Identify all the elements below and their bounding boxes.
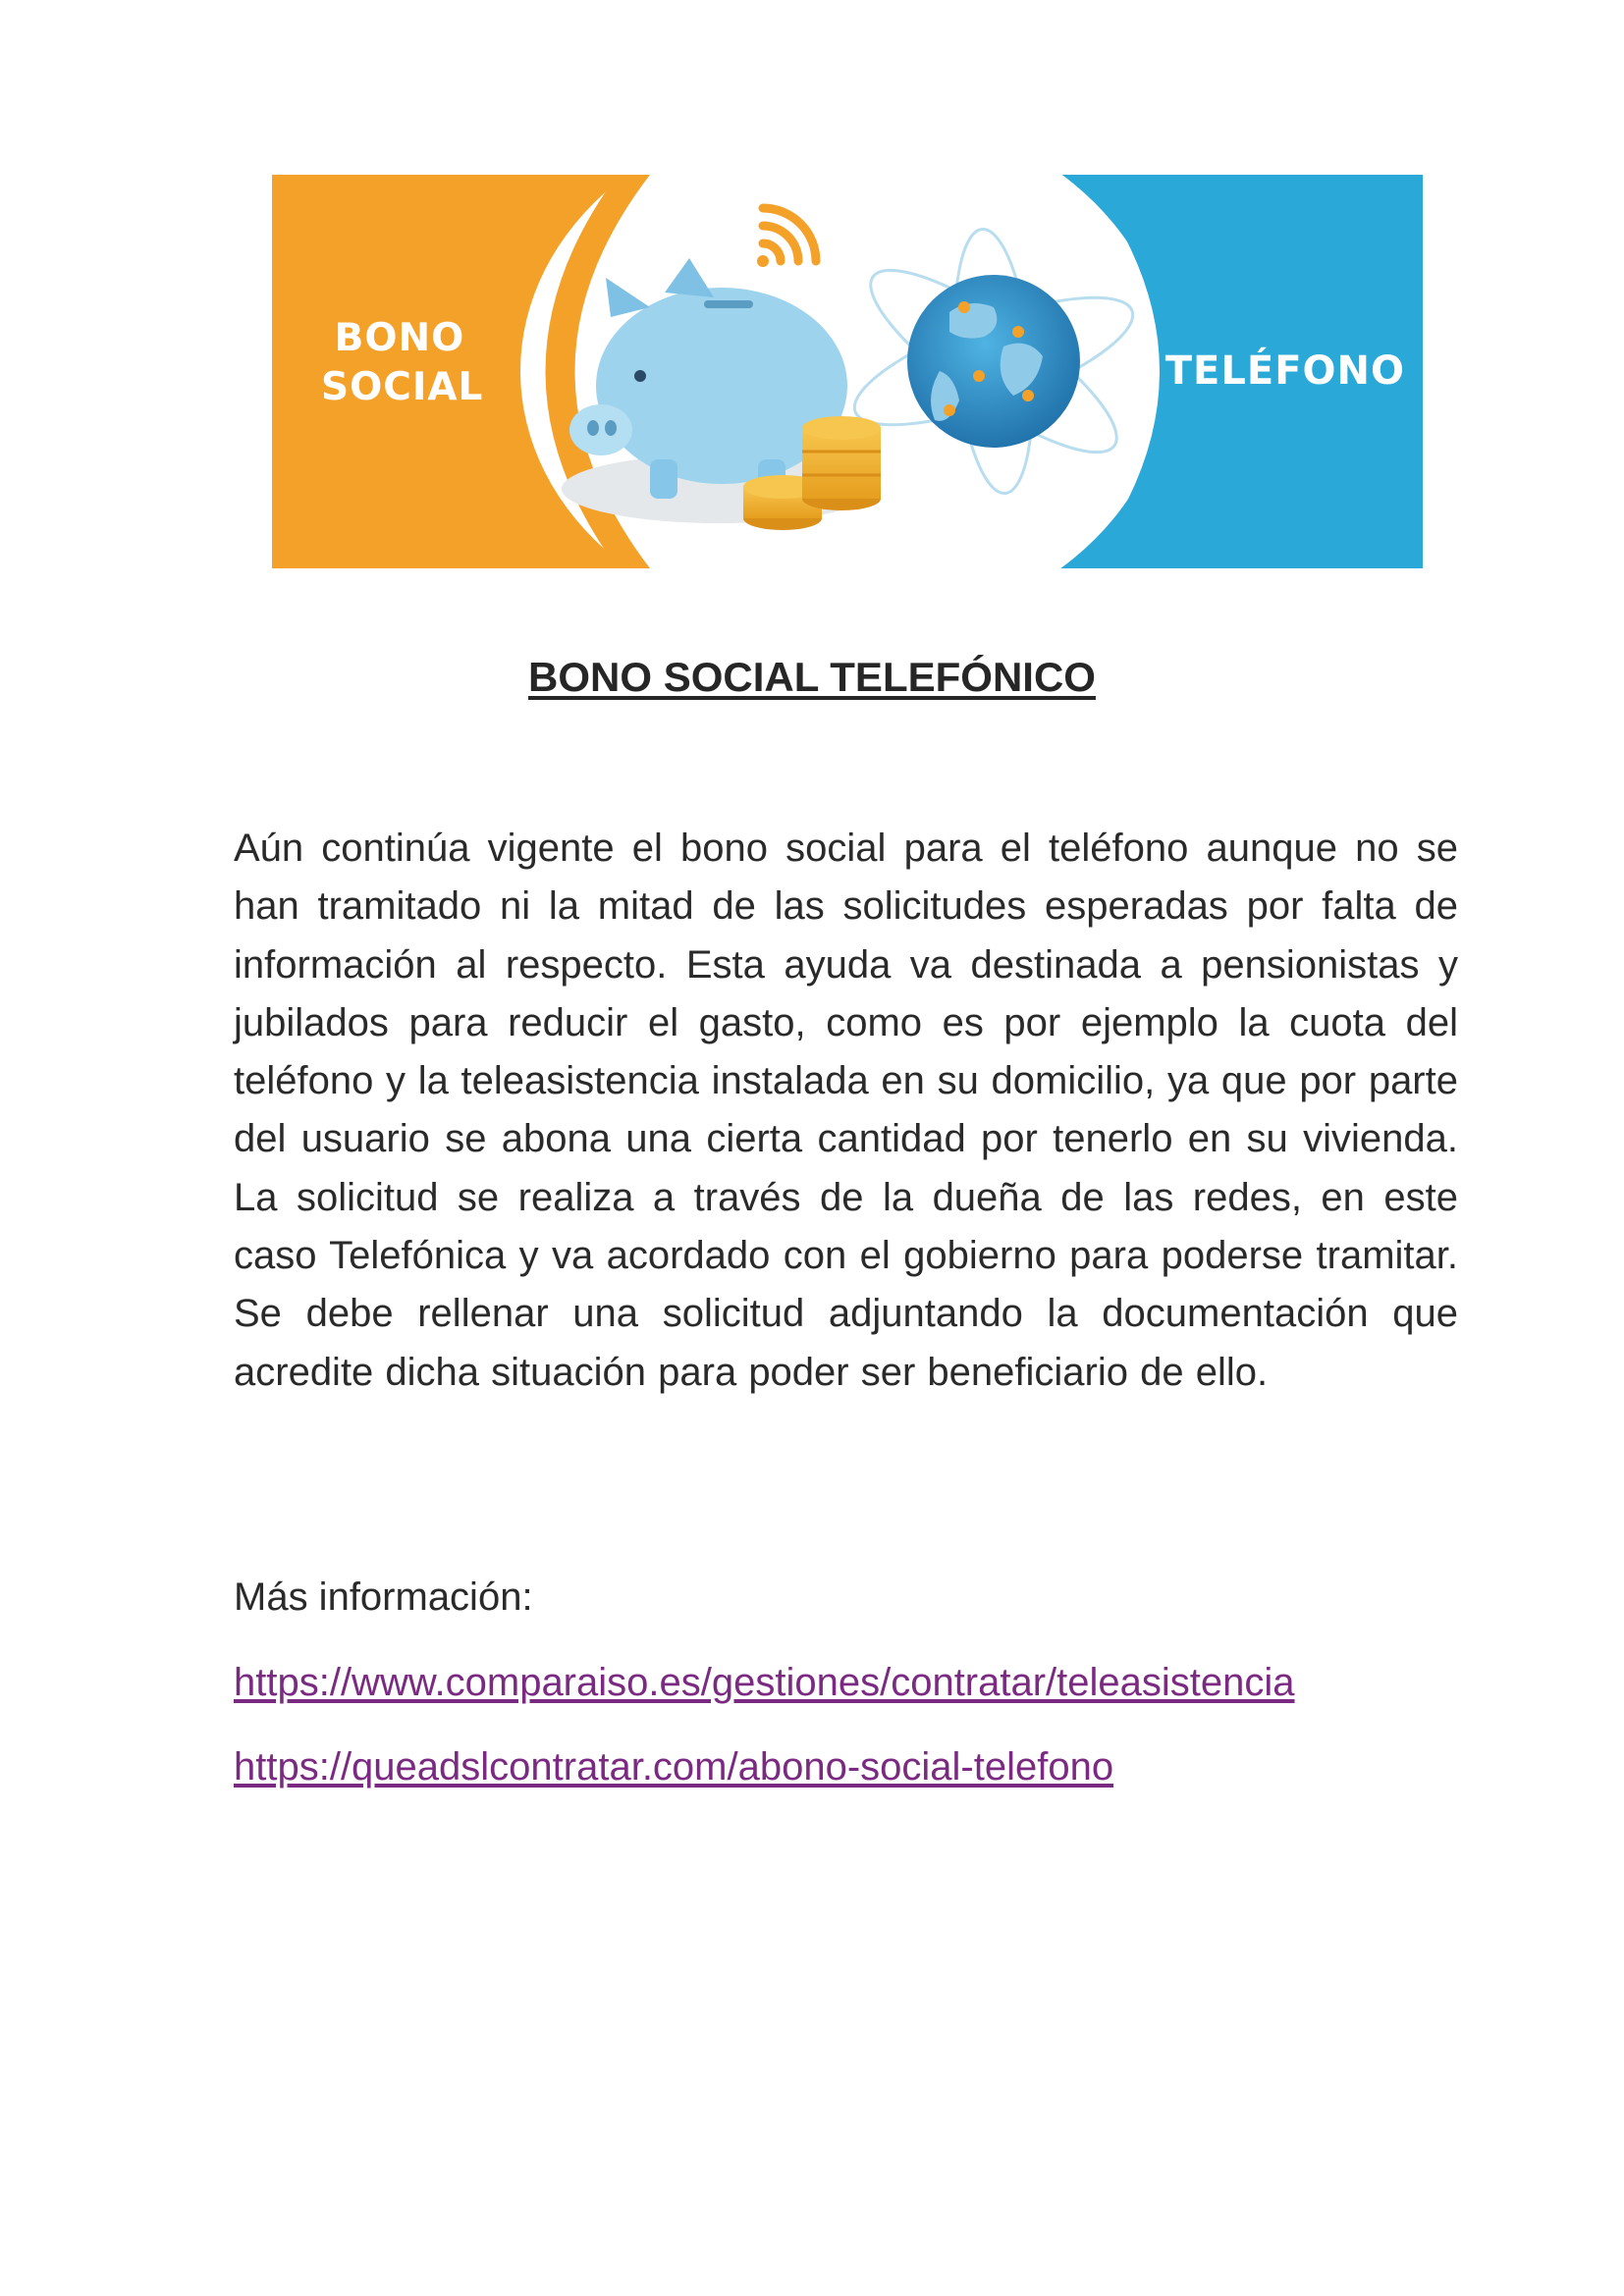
banner-label-bono-social: [321, 314, 484, 412]
page-title: BONO SOCIAL TELEFÓNICO: [528, 654, 1096, 700]
link-queadslcontratar[interactable]: https://queadslcontratar.com/abono-social-telefono: [234, 1745, 1114, 1789]
banner-label-telefono: TELÉFONO: [1164, 348, 1405, 394]
banner-left-line2: SOCIAL: [321, 365, 484, 409]
link-comparaiso[interactable]: https://www.comparaiso.es/gestiones/contratar/teleasistencia: [234, 1661, 1295, 1704]
more-info-label: Más información:: [234, 1575, 533, 1619]
header-banner-image: [272, 175, 1423, 568]
body-paragraph: Aún continúa vigente el bono social para el teléfono aunque no se han tramitado ni la mitad de las solicitudes esperadas por falta de información al respecto. Esta ayuda va destinada a pensionistas y jubilados para reducir el gasto, como es por ejemplo la cuota del teléfono y la teleasistencia instalada en su domicilio, ya que por parte del usuario se abona una cierta cantidad por tenerlo en su vivienda. La solicitud se realiza a través de la dueña de las redes, en este caso Telefónica y va acordado con el gobierno para poderse tramitar. Se debe rellenar una solicitud adjuntando la documentación que acredite dicha situación para poder ser beneficiario de ello.: [234, 827, 1458, 1394]
banner-left-line1: BONO: [334, 316, 465, 360]
